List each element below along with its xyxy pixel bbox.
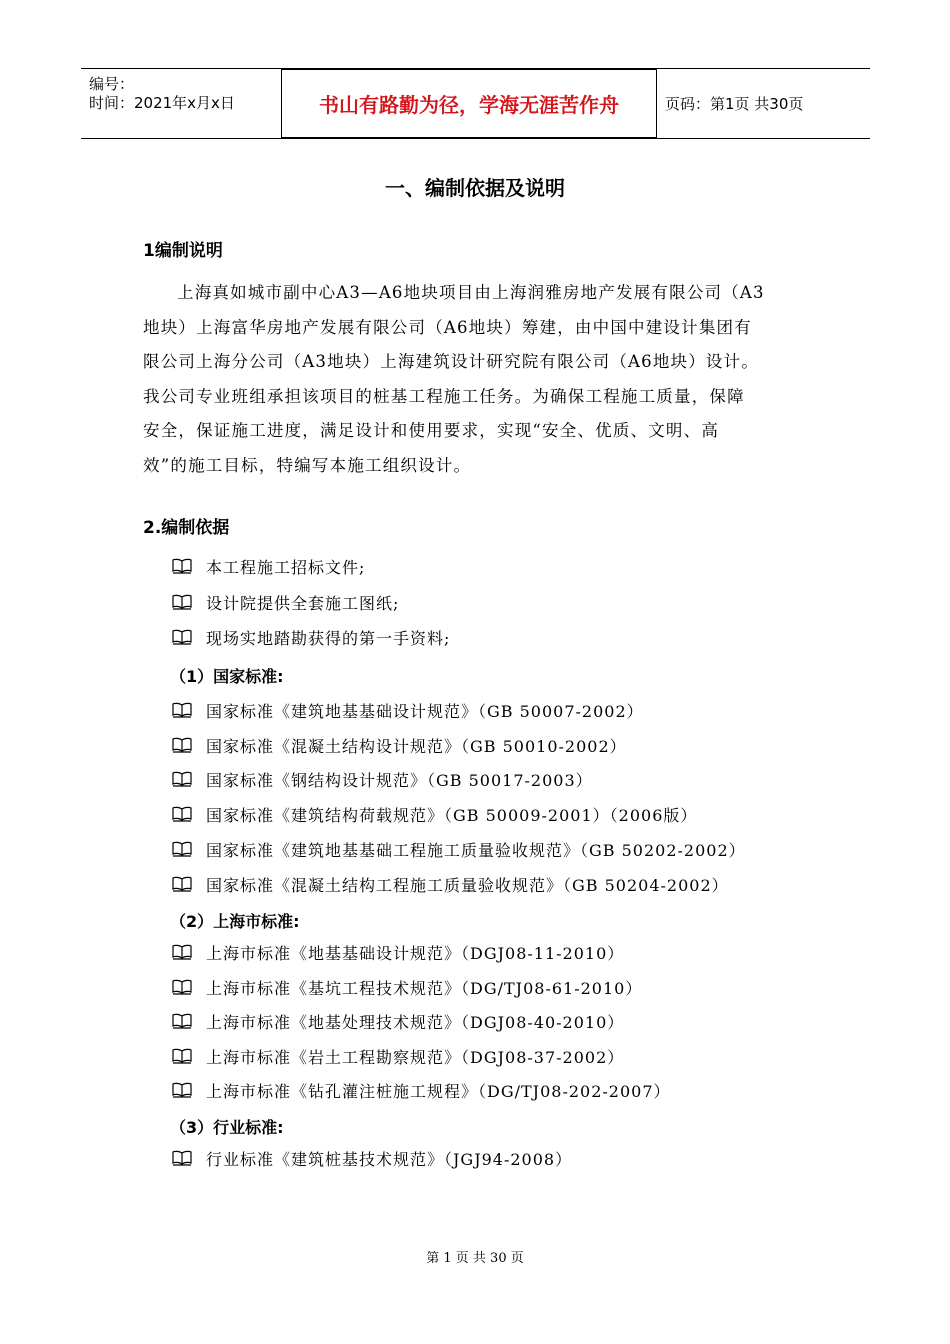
header-meta: [81, 69, 281, 138]
list-item: [172, 837, 746, 861]
open-book-icon: [172, 594, 192, 610]
list-item: [172, 1044, 624, 1068]
subsection-heading-explanation: 1编制说明: [143, 241, 223, 261]
section-title: 一、编制依据及说明: [385, 176, 565, 200]
paragraph-line: 效”的施工目标，特编写本施工组织设计。: [143, 455, 472, 475]
list-item: [172, 733, 627, 757]
paragraph-line: 上海真如城市副中心A3—A6地块项目由上海润雅房地产发展有限公司（A3: [177, 283, 765, 302]
open-book-icon: [172, 702, 192, 718]
list-item-text: 现场实地踏勘获得的第一手资料;: [206, 628, 451, 648]
national-standards-heading: （1）国家标准:: [170, 667, 284, 686]
open-book-icon: [172, 1150, 192, 1166]
list-item-text: 行业标准《建筑桩基技术规范》（JGJ94-2008）: [206, 1149, 573, 1169]
paragraph-line: 限公司上海分公司（A3地块）上海建筑设计研究院有限公司（A6地块）设计。: [143, 352, 760, 371]
list-item: [172, 554, 365, 578]
document-time-label: 时间：2021年x月x日: [89, 94, 235, 112]
list-item-text: 上海市标准《地基处理技术规范》（DGJ08-40-2010）: [206, 1012, 625, 1032]
page-header: [81, 68, 870, 139]
open-book-icon: [172, 771, 192, 787]
open-book-icon: [172, 1082, 192, 1098]
page-footer: 第 1 页 共 30 页: [426, 1251, 524, 1266]
list-item-text: 上海市标准《基坑工程技术规范》（DG/TJ08-61-2010）: [206, 978, 643, 998]
document-number-label: 编号：: [89, 75, 135, 93]
subsection-heading-basis: 2.编制依据: [143, 518, 230, 538]
paragraph-line: 安全，保证施工进度，满足设计和使用要求，实现“安全、优质、文明、高: [143, 421, 720, 440]
list-item-text: 国家标准《混凝土结构工程施工质量验收规范》（GB 50204-2002）: [206, 875, 729, 895]
open-book-icon: [172, 629, 192, 645]
list-item: [172, 767, 593, 791]
open-book-icon: [172, 737, 192, 753]
industry-standards-heading: （3）行业标准:: [170, 1118, 284, 1137]
open-book-icon: [172, 979, 192, 995]
shanghai-standards-heading: （2）上海市标准:: [170, 912, 300, 931]
explanation-paragraph: [143, 276, 813, 483]
list-item: [172, 1146, 572, 1170]
open-book-icon: [172, 841, 192, 857]
paragraph-line: 地块）上海富华房地产发展有限公司（A6地块）筹建，由中国中建设计集团有: [143, 317, 752, 337]
paragraph-line: 我公司专业班组承担该项目的桩基工程施工任务。为确保工程施工质量，保障: [143, 386, 745, 406]
open-book-icon: [172, 944, 192, 960]
list-item: [172, 1009, 624, 1033]
list-item-text: 设计院提供全套施工图纸;: [206, 593, 400, 613]
list-item: [172, 872, 729, 896]
open-book-icon: [172, 806, 192, 822]
list-item: [172, 975, 642, 999]
list-item: [172, 698, 644, 722]
list-item: [172, 1078, 671, 1102]
open-book-icon: [172, 558, 192, 574]
open-book-icon: [172, 1013, 192, 1029]
header-page-info: 页码：第1页 共30页: [665, 95, 804, 113]
list-item-text: 国家标准《混凝土结构设计规范》（GB 50010-2002）: [206, 736, 627, 756]
header-motto: 书山有路勤为径，学海无涯苦作舟: [281, 69, 657, 138]
list-item-text: 上海市标准《岩土工程勘察规范》（DGJ08-37-2002）: [206, 1047, 625, 1067]
list-item-text: 上海市标准《地基基础设计规范》（DGJ08-11-2010）: [206, 943, 625, 963]
list-item: [172, 940, 624, 964]
open-book-icon: [172, 1048, 192, 1064]
list-item-text: 上海市标准《钻孔灌注桩施工规程》（DG/TJ08-202-2007）: [206, 1081, 671, 1101]
list-item-text: 国家标准《钢结构设计规范》（GB 50017-2003）: [206, 770, 593, 790]
list-item: [172, 625, 450, 649]
open-book-icon: [172, 876, 192, 892]
list-item-text: 国家标准《建筑地基基础工程施工质量验收规范》（GB 50202-2002）: [206, 840, 746, 860]
list-item: [172, 802, 697, 826]
list-item-text: 国家标准《建筑结构荷载规范》（GB 50009-2001）（2006版）: [206, 805, 698, 825]
list-item-text: 本工程施工招标文件;: [206, 557, 366, 577]
list-item: [172, 590, 399, 614]
list-item-text: 国家标准《建筑地基基础设计规范》（GB 50007-2002）: [206, 701, 644, 721]
